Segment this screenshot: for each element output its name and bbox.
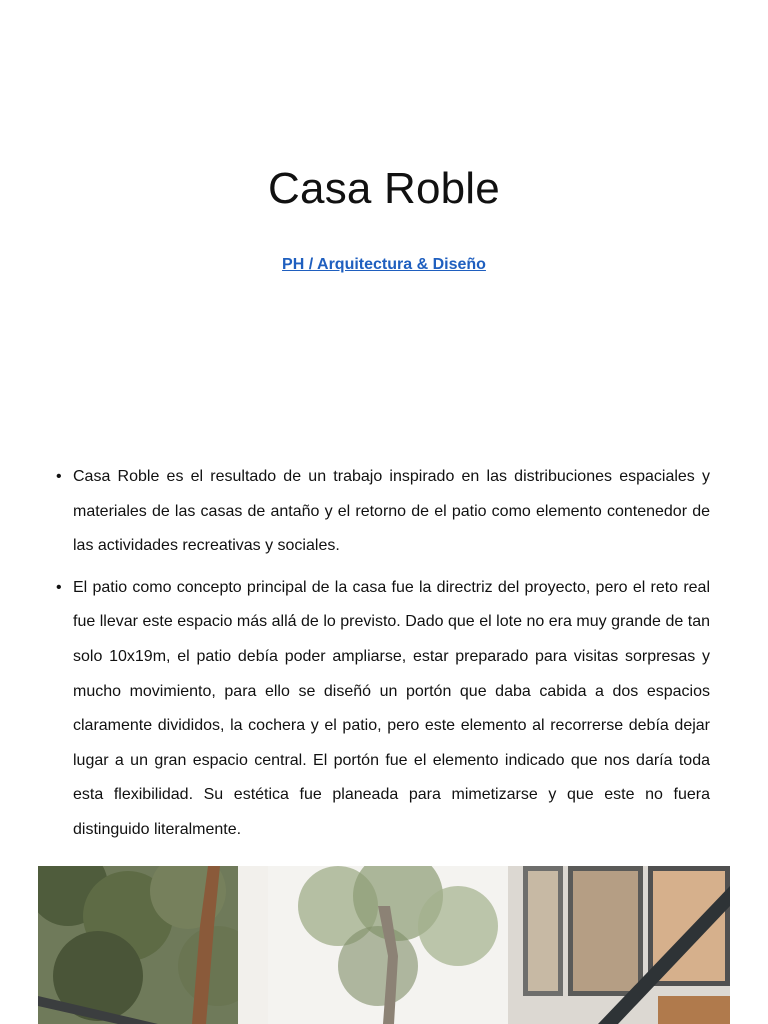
paragraph-text: El patio como concepto principal de la casa fue la directriz del proyecto, pero el reto real fue llevar este espacio más allá́ de lo previsto. Dado que el lote no era muy grande de tan solo 10x19m, el patio debía poder ampliarse, estar preparado para visitas sorpresas y mucho movimiento, para ello se diseñó un portón que daba cabida a dos espacios claramente divididos, la cochera y el patio, pero este elemento al recorrerse debía dejar lugar a un gran espacio central. El portón fue el elemento indicado que nos daría toda esta flexibilidad. Su estética fue planeada para mimetizarse y que este no fuera distinguido literalmente.: [73, 578, 710, 838]
author-link[interactable]: PH / Arquitectura & Diseño: [282, 256, 486, 273]
paragraph-text: Casa Roble es el resultado de un trabajo inspirado en las distribuciones espaciales y materiales de las casas de antaño y el retorno de el patio como elemento contenedor de las actividades recreativas y sociales.: [73, 468, 710, 555]
bullet-icon: •: [56, 578, 62, 596]
house-patio-photo: [38, 866, 730, 1024]
list-item: [54, 460, 710, 564]
bullet-list: [54, 460, 710, 855]
list-item: [54, 571, 710, 848]
bullet-icon: •: [56, 468, 62, 485]
page-title: Casa Roble: [268, 164, 500, 213]
patio-photo-illustration: [38, 866, 730, 1024]
